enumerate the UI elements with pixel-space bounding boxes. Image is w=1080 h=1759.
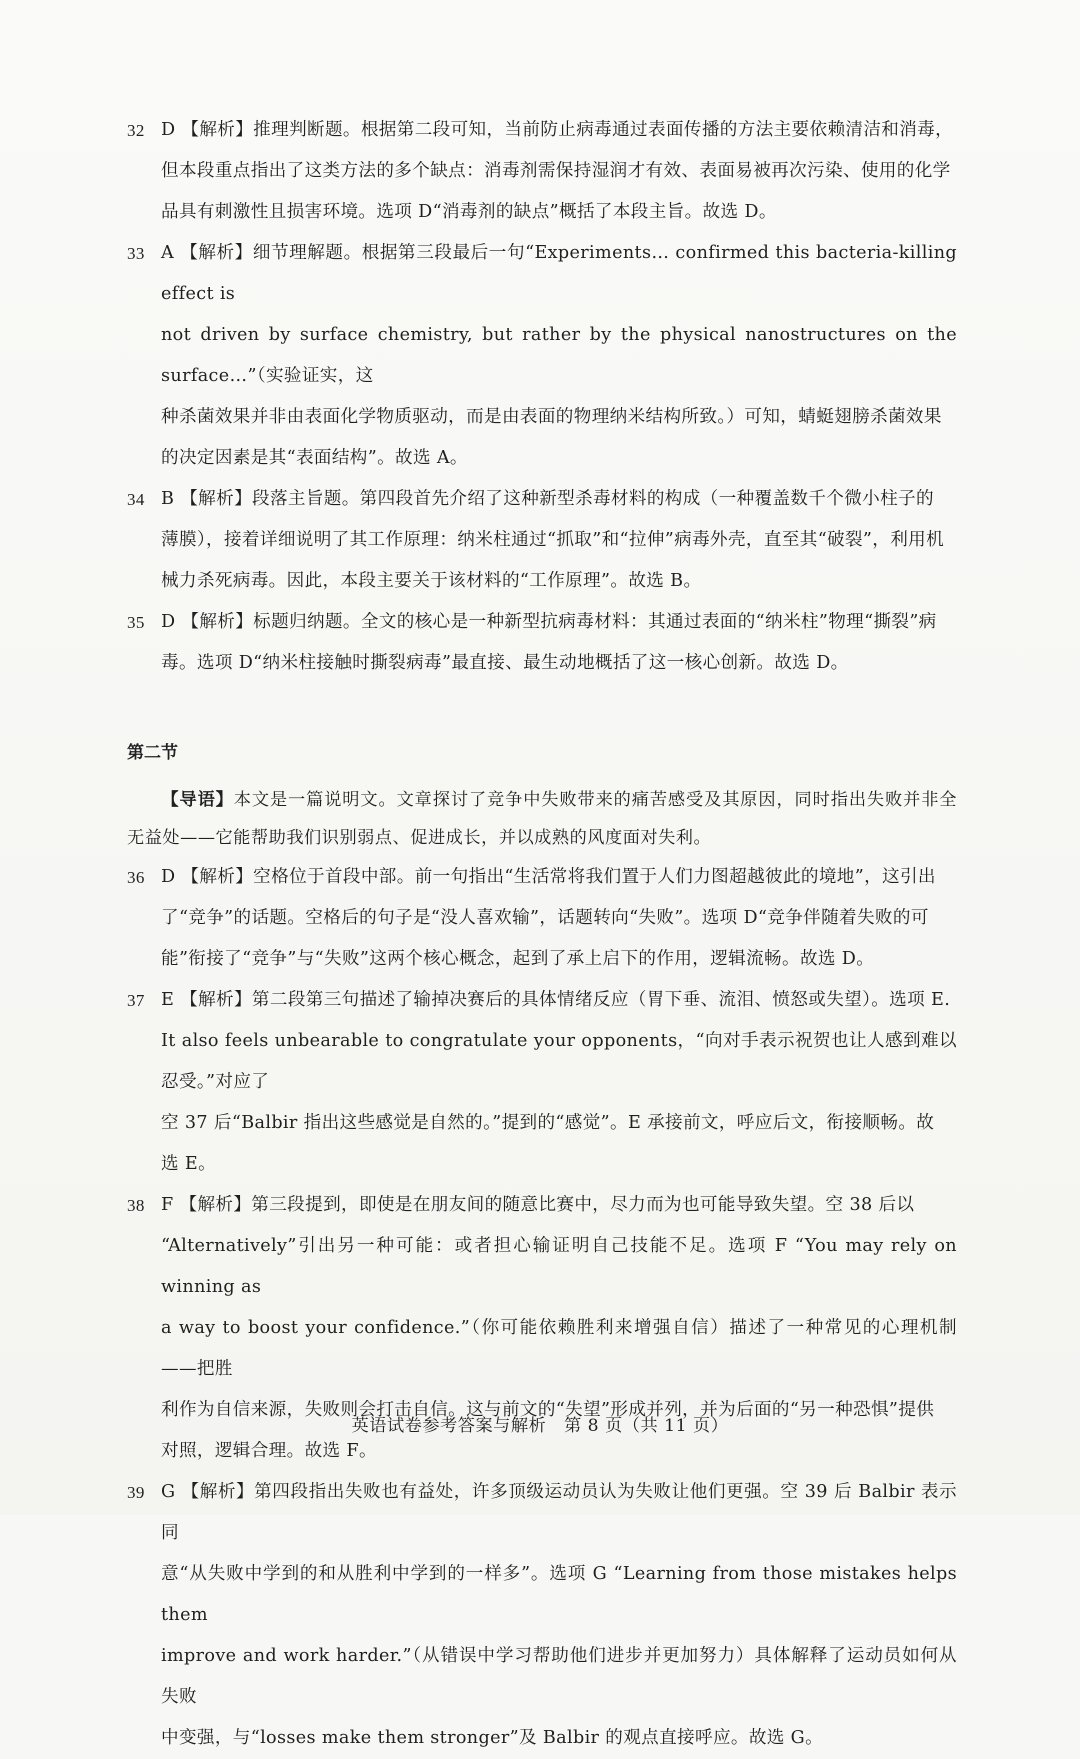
guide-paragraph <box>127 781 957 857</box>
item-line: 对照，逻辑合理。故选 F。 <box>161 1441 377 1461</box>
item-number: 33 <box>127 244 145 263</box>
answer-item-32 <box>127 110 957 233</box>
guide-tag: 【导语】 <box>161 790 234 810</box>
item-line: G 【解析】第四段指出失败也有益处，许多顶级运动员认为失败让他们更强。空 39 后 Balbir 表示同 <box>161 1482 957 1543</box>
item-line: 了“竞争”的话题。空格后的句子是“没人喜欢输”，话题转向“失败”。选项 D“竞争伴随着失败的可 <box>161 908 929 928</box>
item-line: 种杀菌效果并非由表面化学物质驱动，而是由表面的物理纳米结构所致。）可知，蜻蜓翅膀杀菌效果 <box>161 407 942 427</box>
item-line: A 【解析】细节理解题。根据第三段最后一句“Experiments… confirmed this bacteria-killing effect is <box>161 243 957 304</box>
item-line: It also feels unbearable to congratulate your opponents，“向对手表示祝贺也让人感到难以忍受。”对应了 <box>161 1031 957 1092</box>
item-line: “Alternatively”引出另一种可能：或者担心输证明自己技能不足。选项 F “You may rely on winning as <box>161 1236 957 1297</box>
item-line: 中变强，与“losses make them stronger”及 Balbir 的观点直接呼应。故选 G。 <box>161 1728 824 1748</box>
item-line: D 【解析】空格位于首段中部。前一句指出“生活常将我们置于人们力图超越彼此的境地”，这引出 <box>161 867 936 887</box>
item-line: 薄膜），接着详细说明了其工作原理：纳米柱通过“抓取”和“拉伸”病毒外壳，直至其“破裂”，利用机 <box>161 530 945 550</box>
answer-item-35 <box>127 602 957 684</box>
item-number: 38 <box>127 1196 145 1215</box>
item-line: not driven by surface chemistry, but rather by the physical nanostructures on the surface…”（实验证实，这 <box>161 325 957 386</box>
item-line: F 【解析】第三段提到，即使是在朋友间的随意比赛中，尽力而为也可能导致失望。空 38 后以 <box>161 1195 915 1215</box>
answer-item-39 <box>127 1472 957 1759</box>
item-number: 39 <box>127 1483 145 1502</box>
item-line: E 【解析】第二段第三句描述了输掉决赛后的具体情绪反应（胃下垂、流泪、愤怒或失望）。选项 E. <box>161 990 951 1010</box>
answer-item-37 <box>127 980 957 1185</box>
item-line: 意“从失败中学到的和从胜利中学到的一样多”。选项 G “Learning from those mistakes helps them <box>161 1564 957 1625</box>
page-content <box>127 110 957 1759</box>
item-line: 毒。选项 D“纳米柱接触时撕裂病毒”最直接、最生动地概括了这一核心创新。故选 D。 <box>161 653 849 673</box>
item-number: 35 <box>127 613 145 632</box>
item-line: 利作为自信来源，失败则会打击自信。这与前文的“失望”形成并列，并为后面的“另一种恐惧”提供 <box>161 1400 935 1420</box>
item-line: 的决定因素是其“表面结构”。故选 A。 <box>161 448 468 468</box>
item-number: 37 <box>127 991 145 1010</box>
answer-item-36 <box>127 857 957 980</box>
item-line: 能”衔接了“竞争”与“失败”这两个核心概念，起到了承上启下的作用，逻辑流畅。故选 D。 <box>161 949 875 969</box>
section-title: 第二节 <box>127 743 178 763</box>
guide-text: 本文是一篇说明文。文章探讨了竞争中失败带来的痛苦感受及其原因，同时指出失败并非全无益处——它能帮助我们识别弱点、促进成长，并以成熟的风度面对失利。 <box>127 790 957 848</box>
item-line: a way to boost your confidence.”（你可能依赖胜利来增强自信）描述了一种常见的心理机制——把胜 <box>161 1318 957 1379</box>
page-footer: 英语试卷参考答案与解析 第 8 页（共 11 页） <box>351 1416 729 1436</box>
item-line: 空 37 后“Balbir 指出这些感觉是自然的。”提到的“感觉”。E 承接前文，呼应后文，衔接顺畅。故 <box>161 1113 935 1133</box>
item-number: 34 <box>127 490 145 509</box>
item-line: 械力杀死病毒。因此，本段主要关于该材料的“工作原理”。故选 B。 <box>161 571 702 591</box>
item-line: 但本段重点指出了这类方法的多个缺点：消毒剂需保持湿润才有效、表面易被再次污染、使用的化学 <box>161 161 951 181</box>
answer-item-34 <box>127 479 957 602</box>
item-line: D 【解析】推理判断题。根据第二段可知，当前防止病毒通过表面传播的方法主要依赖清洁和消毒， <box>161 120 954 140</box>
item-number: 32 <box>127 121 145 140</box>
item-line: D 【解析】标题归纳题。全文的核心是一种新型抗病毒材料：其通过表面的“纳米柱”物理“撕裂”病 <box>161 612 937 632</box>
item-line: 品具有刺激性且损害环境。选项 D“消毒剂的缺点”概括了本段主旨。故选 D。 <box>161 202 777 222</box>
answer-item-33 <box>127 233 957 479</box>
item-line: B 【解析】段落主旨题。第四段首先介绍了这种新型杀毒材料的构成（一种覆盖数千个微小柱子的 <box>161 489 934 509</box>
item-number: 36 <box>127 868 145 887</box>
item-line: improve and work harder.”（从错误中学习帮助他们进步并更加努力）具体解释了运动员如何从失败 <box>161 1646 957 1707</box>
item-line: 选 E。 <box>161 1154 217 1174</box>
